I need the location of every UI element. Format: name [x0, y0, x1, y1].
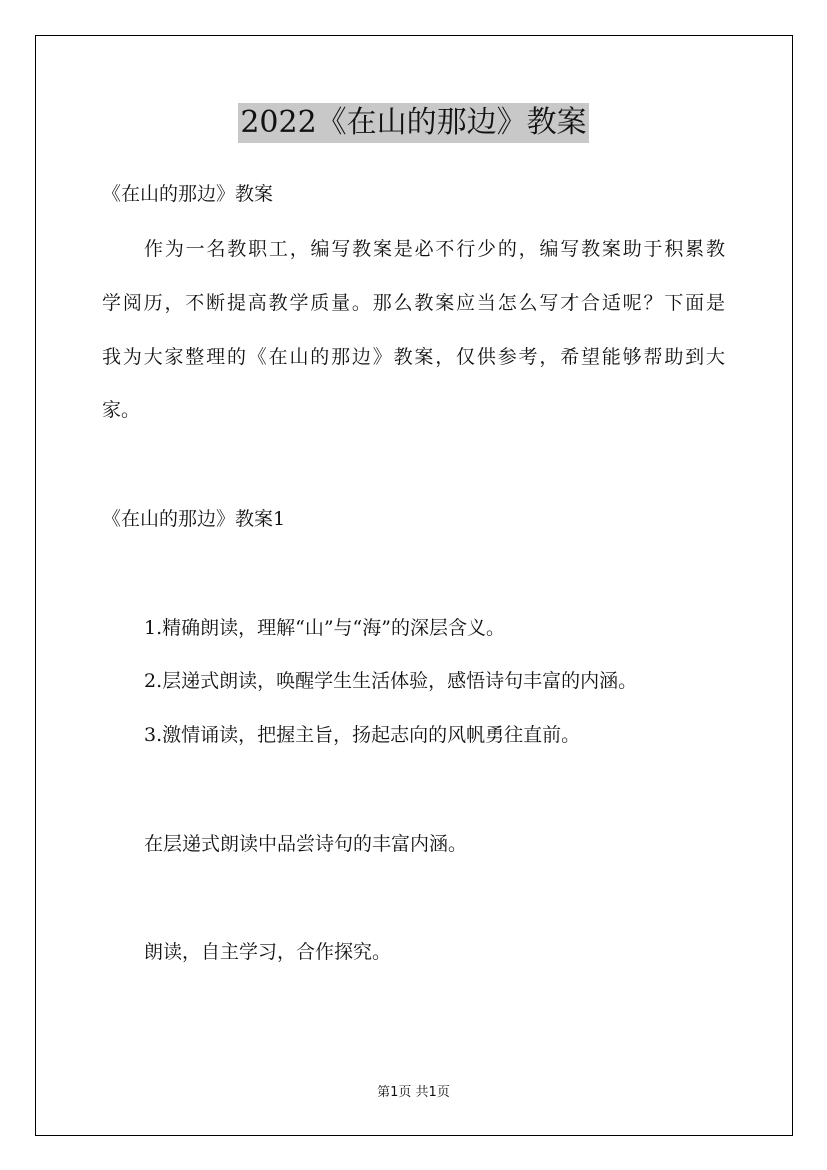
section-heading: 《在山的那边》教案1	[102, 508, 286, 530]
objective-1: 1.精确朗读，理解“山”与“海”的深层含义。	[144, 617, 505, 639]
document-subtitle: 《在山的那边》教案	[102, 183, 274, 205]
objective-2: 2.层递式朗读，唤醒学生生活体验，感悟诗句丰富的内涵。	[144, 670, 638, 692]
intro-line-3: 我为大家整理的《在山的那边》教案，仅供参考，希望能够帮助到大	[102, 346, 725, 368]
intro-line-4: 家。	[102, 399, 141, 421]
objective-3: 3.激情诵读，把握主旨，扬起志向的风帆勇往直前。	[144, 724, 581, 746]
title-container	[0, 103, 827, 143]
teaching-method: 朗读，自主学习，合作探究。	[144, 941, 392, 963]
document-title: 2022《在山的那边》教案	[238, 103, 588, 143]
page-footer: 第1页 共1页	[377, 1085, 450, 1100]
intro-line-1: 作为一名教职工，编写教案是必不行少的，编写教案助于积累教	[144, 238, 725, 260]
key-point: 在层递式朗读中品尝诗句的丰富内涵。	[144, 833, 468, 855]
intro-line-2: 学阅历，不断提高教学质量。那么教案应当怎么写才合适呢？下面是	[102, 292, 725, 314]
